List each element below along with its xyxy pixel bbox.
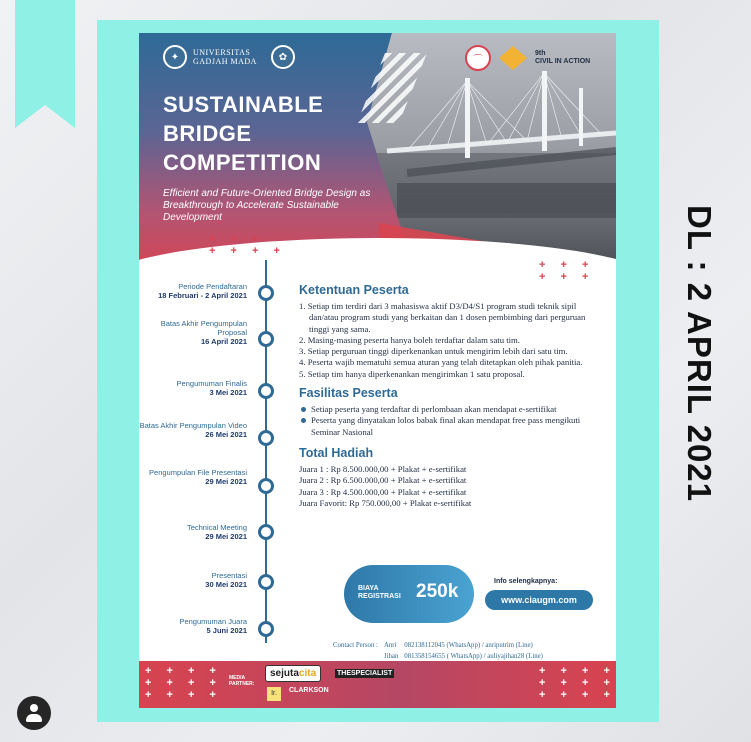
rule-item: 4. Peserta wajib mematuhi semua aturan yang telah ditetapkan oleh pihak panitia.	[299, 357, 583, 368]
poster-subtitle: Efficient and Future-Oriented Bridge Design as Breakthrough to Accelerate Sustainable Development	[163, 188, 371, 223]
civil-in-action-logo-icon	[499, 46, 527, 70]
faculty-seal-icon: ✿	[271, 45, 295, 69]
bridge-logo-icon: ⌒	[465, 45, 491, 71]
contact-label: Contact Person :	[333, 642, 378, 649]
prize-item: Juara 3 : Rp 4.500.000,00 + Plakat + e-sertifikat	[299, 486, 467, 497]
profile-avatar-icon[interactable]	[17, 696, 51, 730]
timeline-node	[258, 383, 274, 399]
rule-item: 3. Setiap perguruan tinggi diperkenankan untuk mengirim lebih dari satu tim.	[299, 346, 568, 357]
contact-detail: 081358154655 ( WhatsApp) / auliyajihan28 (Line)	[404, 653, 543, 660]
prize-list	[299, 464, 604, 509]
university-logo	[163, 45, 295, 69]
poster	[139, 33, 616, 708]
university-name: UNIVERSITAS GADJAH MADA	[193, 48, 257, 66]
timeline-node	[258, 574, 274, 590]
timeline-item: Batas Akhir Pengumpulan Video 26 Mei 2021	[139, 421, 247, 439]
facilities-list	[299, 404, 604, 438]
facilities-heading: Fasilitas Peserta	[299, 386, 398, 401]
fee-price: 250k	[416, 581, 459, 602]
contact-name: Anri	[383, 642, 397, 649]
contact-name: Jihan	[383, 653, 399, 660]
sponsor-sejutacita-logo: sejutacita	[265, 665, 321, 682]
civil-in-action-text: 9th CIVIL IN ACTION	[535, 50, 591, 65]
timeline-item: Pengumuman Finalis 3 Mei 2021	[176, 379, 247, 397]
poster-title: SUSTAINABLE BRIDGE COMPETITION	[163, 92, 324, 175]
decor-plus-icon: + + + + + + +	[209, 233, 286, 257]
prize-item: Juara 2 : Rp 6.500.000,00 + Plakat + e-sertifikat	[299, 475, 467, 486]
timeline-node	[258, 524, 274, 540]
rules-heading: Ketentuan Peserta	[299, 283, 409, 297]
timeline-node	[258, 430, 274, 446]
facility-item: Setiap peserta yang terdaftar di perlombaan akan mendapat e-sertifikat	[299, 404, 604, 415]
prize-item: Juara Favorit: Rp 750.000,00 + Plakat e-sertifikat	[299, 497, 472, 508]
decor-plus-icon: + + + + + + + + + + + +	[539, 665, 616, 701]
sponsor-footer	[139, 661, 616, 708]
timeline-item: Pengumpulan File Presentasi 29 Mei 2021	[149, 468, 247, 486]
timeline-node	[258, 621, 274, 637]
timeline-item: Technical Meeting 29 Mei 2021	[186, 523, 247, 541]
rule-item: 2. Masing-masing peserta hanya boleh terdaftar dalam satu tim.	[299, 334, 520, 345]
media-partner-label: MEDIA PARTNER:	[229, 675, 255, 687]
info-label: Info selengkapnya:	[494, 578, 558, 585]
facility-item: Peserta yang dinyatakan lolos babak final akan mendapat free pass mengikuti Seminar Nasional	[299, 415, 604, 438]
ugm-seal-icon: ✦	[163, 45, 187, 69]
contact-table	[331, 639, 549, 663]
timeline-node	[258, 285, 274, 301]
timeline-node	[258, 478, 274, 494]
prize-item: Juara 1 : Rp 8.500.000,00 + Plakat + e-sertifikat	[299, 463, 467, 474]
sponsor-specialist-logo: THESPECIALIST	[337, 670, 393, 677]
rule-item: 5. Setiap tim hanya diperkenankan mengirimkan 1 satu proposal.	[299, 368, 525, 379]
event-logos	[465, 45, 590, 71]
poster-content	[299, 283, 604, 509]
timeline-item: Presentasi 30 Mei 2021	[205, 571, 247, 589]
timeline-item: Pengumuman Juara 5 Juni 2021	[179, 617, 247, 635]
decor-plus-icon: + + + + + +	[539, 259, 595, 283]
registration-fee-badge	[344, 565, 474, 623]
deadline-caption: DL : 2 APRIL 2021	[681, 205, 718, 503]
sponsor-ir-logo: Ir.	[267, 687, 281, 701]
contact-detail: 082138112045 (WhatsApp) / anriputrim (Line)	[404, 642, 533, 649]
prize-heading: Total Hadiah	[299, 445, 374, 460]
decor-plus-icon: + + + + + + + + + + + +	[145, 665, 222, 701]
rules-list	[299, 301, 604, 380]
timeline-node	[258, 331, 274, 347]
website-link[interactable]: www.ciaugm.com	[485, 590, 593, 610]
sponsor-clarkson-logo: CLARKSON	[289, 687, 329, 694]
fee-label: BIAYA REGISTRASI	[358, 585, 401, 600]
timeline-item: Periode Pendaftaran 18 Februari - 2 April 2021	[158, 282, 247, 300]
timeline-item: Batas Akhir Pengumpulan Proposal 16 April 2021	[160, 319, 247, 346]
rule-item: 1. Setiap tim terdiri dari 3 mahasiswa aktif D3/D4/S1 program studi teknik sipil dan/atau program studi yang berkaitan dan 1 dosen pembimbing dari perguruan tinggi yang sama.	[299, 301, 586, 334]
